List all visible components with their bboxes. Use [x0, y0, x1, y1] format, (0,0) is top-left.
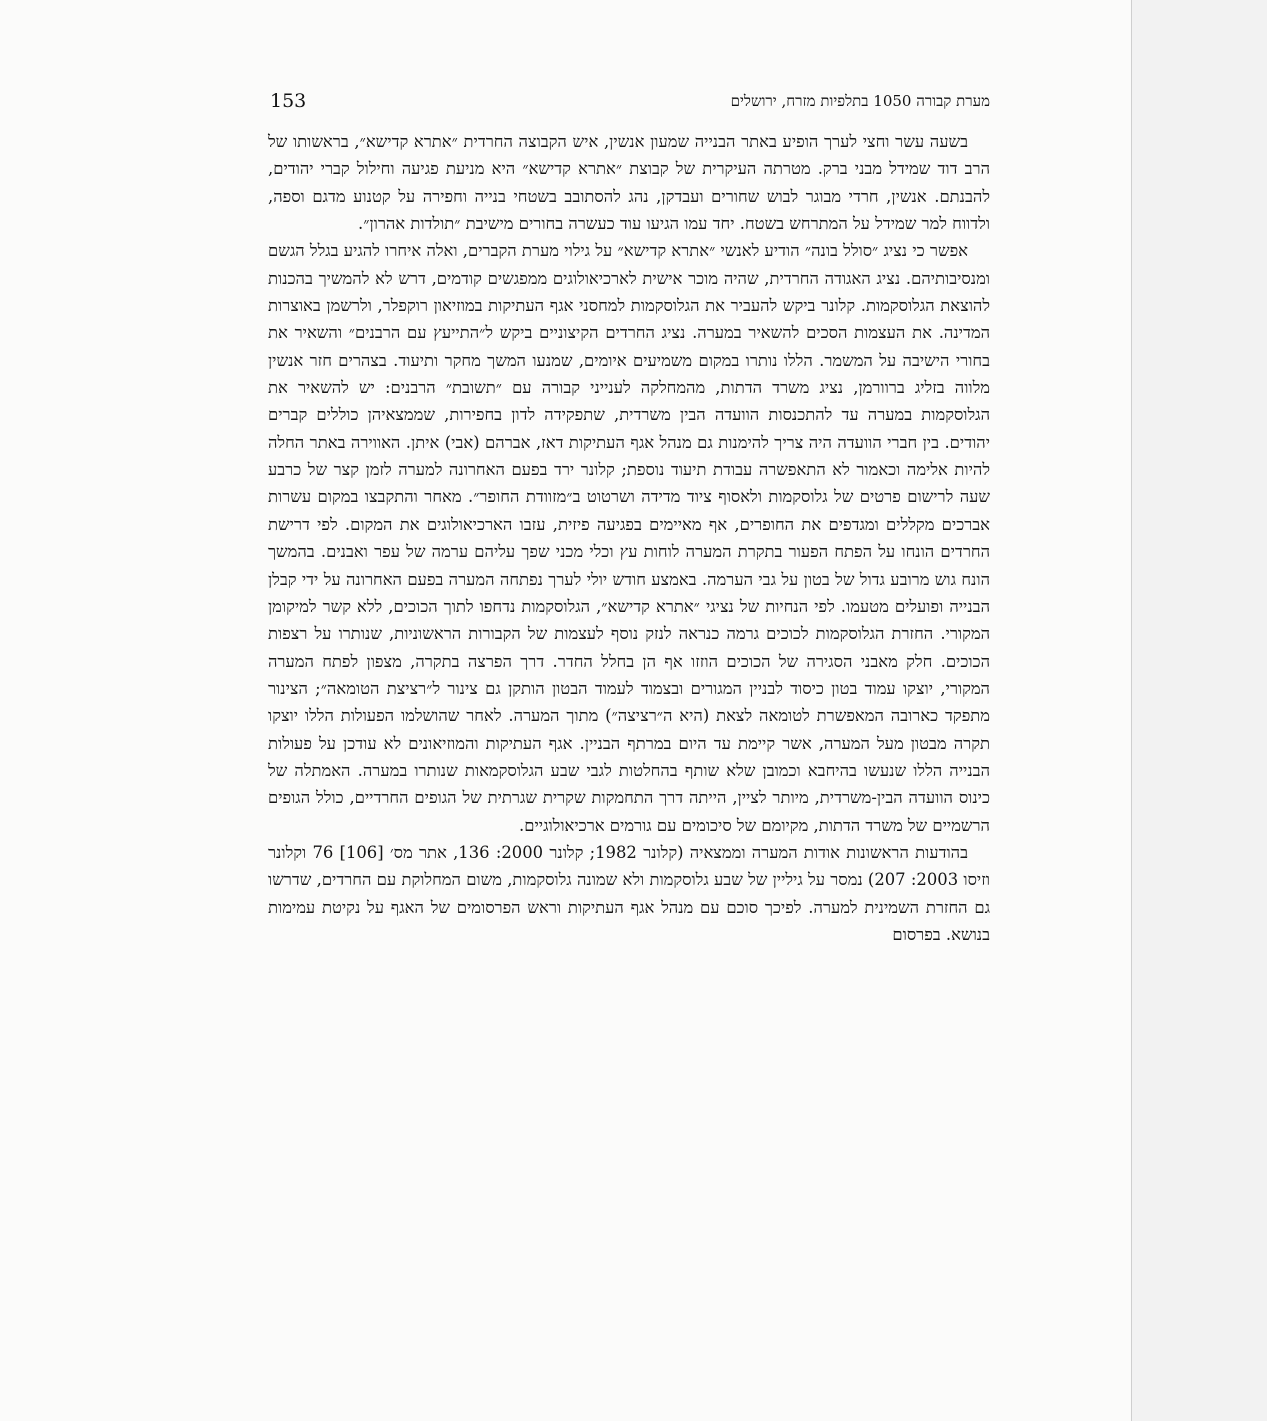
page-header: [270, 90, 990, 114]
running-title: מערת קבורה 1050 בתלפיות מזרח, ירושלים: [730, 92, 990, 110]
paragraph-2: אפשר כי נציג ״סולל בונה״ הודיע לאנשי ״אתרא קדישא״ על גילוי מערת הקברים, ואלה איחרו להגיע בגלל הגשם ומנסיבותיהם. נציג האגודה החרדית, שהיה מוכר אישית לארכיאולוגים ממפגשים קודמים, דרש לא להמשיך בהכנות להוצאת הגלוסקמות. קלונר ביקש להעביר את הגלוסקמות למחסני אגף העתיקות במוזיאון רוקפלר, ולרשמן באוצרות המדינה. את העצמות הסכים להשאיר במערה. נציג החרדים הקיצוניים ביקש ל״התייעץ עם הרבנים״ והשאיר את בחורי הישיבה על המשמר. הללו נותרו במקום משמיעים איומים, שמנעו המשך מחקר ותיעוד. בצהרים חזר אנשין מלווה בזליג ברוורמן, נציג משרד הדתות, מהמחלקה לענייני קבורה עם ״תשובת״ הרבנים: יש להשאיר את הגלוסקמות במערה עד להתכנסות הוועדה הבין משרדית, שתפקידה לדון בחפירות, שממצאיהן כוללים קברים יהודים. בין חברי הוועדה היה צריך להימנות גם מנהל אגף העתיקות דאז, אברהם (אבי) איתן. האווירה באתר החלה להיות אלימה וכאמור לא התאפשרה עבודת תיעוד נוספת; קלונר ירד בפעם האחרונה למערה לזמן קצר של כרבע שעה לרישום פרטים של גלוסקמות ולאסוף ציוד מדידה ושרטוט ב״מזוודת החופר״. מאחר והתקבצו במקום עשרות אברכים מקללים ומגדפים את החופרים, אף מאיימים בפגיעה פיזית, עזבו הארכיאולוגים את המקום. לפי דרישת החרדים הונחו על הפתח הפעור בתקרת המערה לוחות עץ וכלי מכני שפך עליהם ערמה של עפר ואבנים. בהמשך הונח גוש מרובע גדול של בטון על גבי הערמה. באמצע חודש יולי לערך נפתחה המערה בפעם האחרונה על ידי קבלן הבנייה ופועלים מטעמו. לפי הנחיות של נציגי ״אתרא קדישא״, הגלוסקמות נדחפו לתוך הכוכים, ללא קשר למיקומן המקורי. החזרת הגלוסקמות לכוכים גרמה כנראה לנזק נוסף לעצמות של הקבורות הראשוניות, שנותרו על רצפות הכוכים. חלק מאבני הסגירה של הכוכים הוזזו אף הן בחלל החדר. דרך הפרצה בתקרה, מצפון לפתח המערה המקורי, יוצקו עמוד בטון כיסוד לבניין המגורים ובצמוד לעמוד הבטון הותקן גם צינור ל״רציצת הטומאה״; הצינור מתפקד כארובה המאפשרת לטומאה לצאת (היא ה״רציצה״) מתוך המערה. לאחר שהושלמו הפעולות הללו יוצקו תקרה מבטון מעל המערה, אשר קיימת עד היום במרתף הבניין. אגף העתיקות והמוזיאונים לא עודכן על פעולות הבנייה הללו שנעשו בהיחבא וכמובן שלא שותף בהחלטות לגבי שבע הגלוסקמאות שנותרו במערה. האמתלה של כינוס הוועדה הבין-משרדית, מיותר לציין, הייתה דרך התחמקות שקרית שגרתית של הגופים החרדיים, כולל הגופים הרשמיים של משרד הדתות, מקיומם של סיכומים עם גורמים ארכיאולוגיים.: [268, 241, 990, 835]
page-number: 153: [270, 90, 307, 112]
body-text: [268, 128, 990, 948]
scan-margin: [1132, 0, 1267, 1421]
paragraph-3: בהודעות הראשונות אודות המערה וממצאיה (קלונר 1982; קלונר 2000: 136, אתר מס׳ [106] 76 וקלונר וזיסו 2003: 207) נמסר על גיליין של שבע גלוסקמות ולא שמונה גלוסקמות, משום המחלוקת עם החרדים, שדרשו גם החזרת השמינית למערה. לפיכך סוכם עם מנהל אגף העתיקות וראש הפרסומים של האגף על נקיטת עמימות בנושא. בפרסום: [268, 842, 990, 944]
paragraph-1: בשעה עשר וחצי לערך הופיע באתר הבנייה שמעון אנשין, איש הקבוצה החרדית ״אתרא קדישא״, בראשותו של הרב דוד שמידל מבני ברק. מטרתה העיקרית של קבוצת ״אתרא קדישא״ היא מניעת פגיעה וחילול קברי יהודים, להבנתם. אנשין, חרדי מבוגר לבוש שחורים ועבדקן, נהג להסתובב בשטחי בנייה וחפירה על קטנוע מדגם וספה, ולדווח למר שמידל על המתרחש בשטח. יחד עמו הגיעו עוד כעשרה בחורים מישיבת ״תולדות אהרון״.: [268, 132, 990, 234]
